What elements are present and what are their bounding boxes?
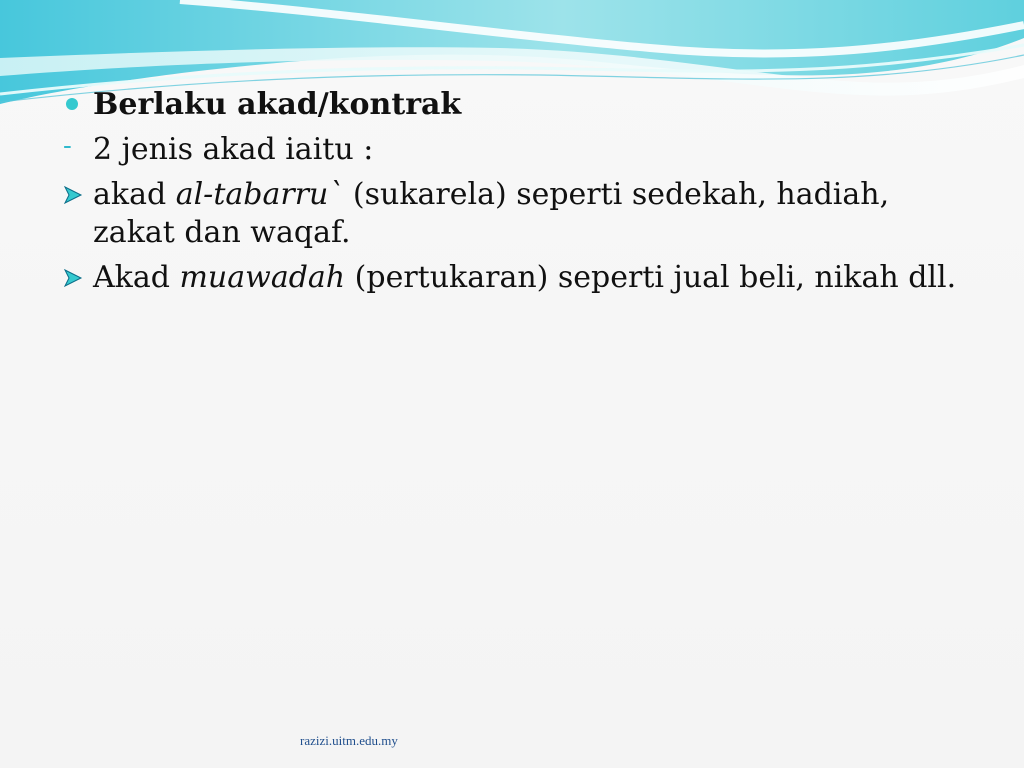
muawadah-prefix: Akad [93, 259, 180, 295]
dash-icon: - [63, 131, 72, 162]
al-tabarru-suffix: (sukarela) seperti sedekah, hadiah, zakat dan waqaf. [93, 177, 890, 250]
arrow-bullet-icon [63, 269, 83, 287]
arrow-bullet-icon [63, 186, 83, 204]
bullet-berlaku-akad [58, 86, 958, 123]
muawadah-term: muawadah [179, 259, 346, 295]
subitem-two-types-text: 2 jenis akad iaitu : [93, 132, 374, 168]
footer-url: razizi.uitm.edu.my [300, 733, 398, 748]
muawadah-suffix: (pertukaran) seperti jual beli, nikah dll. [345, 259, 957, 295]
subitem-muawadah [58, 259, 958, 296]
bullet-dot-icon [66, 98, 78, 110]
al-tabarru-term: al-tabarru` [175, 177, 344, 213]
heading-text: Berlaku akad/kontrak [93, 87, 462, 122]
subitem-al-tabarru [58, 176, 958, 250]
slide-content [58, 86, 958, 304]
al-tabarru-prefix: akad [93, 177, 176, 213]
subitem-two-types [58, 131, 958, 168]
